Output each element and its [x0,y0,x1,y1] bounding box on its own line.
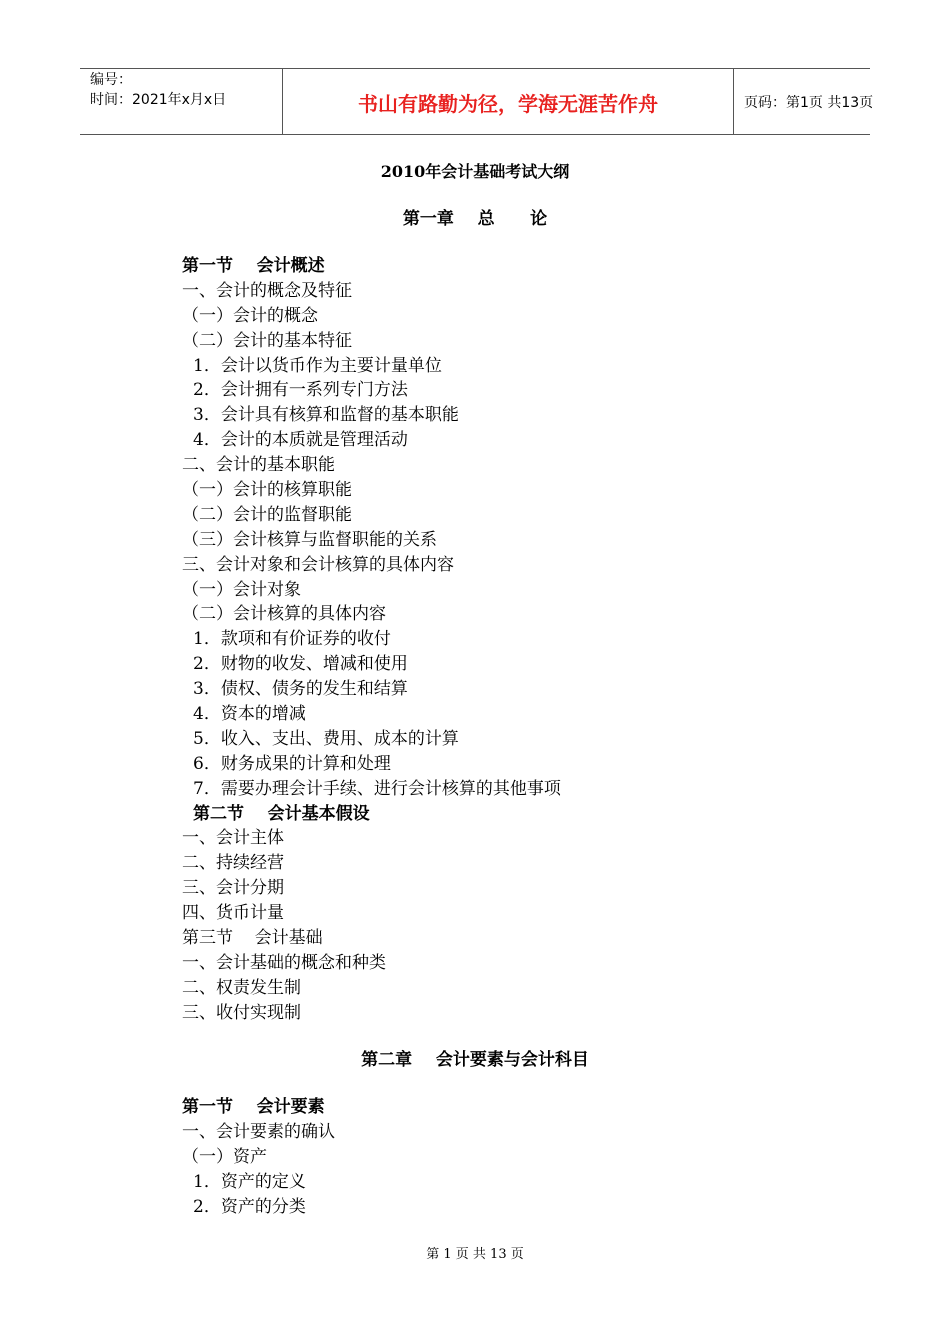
outline-item: 4．资本的增减 [193,704,306,725]
header-middle-cell [282,69,734,134]
document-title: 2010年会计基础考试大纲 [380,162,570,181]
section-heading: 第一节 会计概述 [182,256,325,276]
outline-item: （三）会计核算与监督职能的关系 [182,529,437,550]
outline-item: 2．会计拥有一系列专门方法 [193,380,408,401]
section-heading: 第一节 会计要素 [182,1097,325,1117]
outline-item: 三、会计分期 [182,878,284,899]
outline-item: 三、收付实现制 [182,1002,301,1023]
header-page-info: 页码：第1页 共13页 [744,95,874,111]
outline-item: 6．财务成果的计算和处理 [193,753,391,774]
number-label: 编号： [90,72,132,88]
outline-item: 2．财物的收发、增减和使用 [193,654,408,675]
outline-item: 一、会计的概念及特征 [182,280,352,301]
outline-item: 1．款项和有价证券的收付 [193,629,391,650]
outline-item: 3．会计具有核算和监督的基本职能 [193,405,459,426]
chapter-1-title: 第一章 总 论 [402,209,548,229]
outline-item: （一）资产 [182,1146,267,1167]
page-footer: 第 1 页 共 13 页 [426,1247,524,1262]
outline-item: 3．债权、债务的发生和结算 [193,679,408,700]
header-left-cell [80,69,282,134]
outline-item: 2．资产的分类 [193,1196,306,1217]
outline-item: （二）会计的监督职能 [182,504,352,525]
page-header [80,68,874,135]
outline-item: 5．收入、支出、费用、成本的计算 [193,728,459,749]
header-right-cell [734,69,874,134]
outline-item: 一、会计基础的概念和种类 [182,952,386,973]
outline-item: 二、持续经营 [182,853,284,874]
outline-item: 4．会计的本质就是管理活动 [193,430,408,451]
outline-item: 一、会计要素的确认 [182,1121,335,1142]
outline-item: （一）会计的概念 [182,305,318,326]
outline-item: 三、会计对象和会计核算的具体内容 [182,554,454,575]
outline-item: 7．需要办理会计手续、进行会计核算的其他事项 [193,778,561,799]
outline-item: 四、货币计量 [182,903,284,924]
outline-item: （一）会计对象 [182,579,301,600]
section-heading: 第二节 会计基本假设 [193,803,370,824]
outline-item: 二、权责发生制 [182,977,301,998]
outline-item: 1．会计以货币作为主要计量单位 [193,355,442,376]
section-heading: 第三节 会计基础 [182,928,323,949]
outline-item: 1．资产的定义 [193,1171,306,1192]
chapter-2-title: 第二章 会计要素与会计科目 [361,1050,589,1070]
time-label: 时间：2021年x月x日 [90,92,227,108]
header-motto: 书山有路勤为径，学海无涯苦作舟 [358,92,658,116]
outline-item: 二、会计的基本职能 [182,455,335,476]
chapter-1-content [182,254,822,1026]
outline-item: （二）会计核算的具体内容 [182,604,386,625]
outline-item: （二）会计的基本特征 [182,330,352,351]
outline-item: （一）会计的核算职能 [182,480,352,501]
chapter-2-content [182,1095,822,1219]
outline-item: 一、会计主体 [182,828,284,849]
